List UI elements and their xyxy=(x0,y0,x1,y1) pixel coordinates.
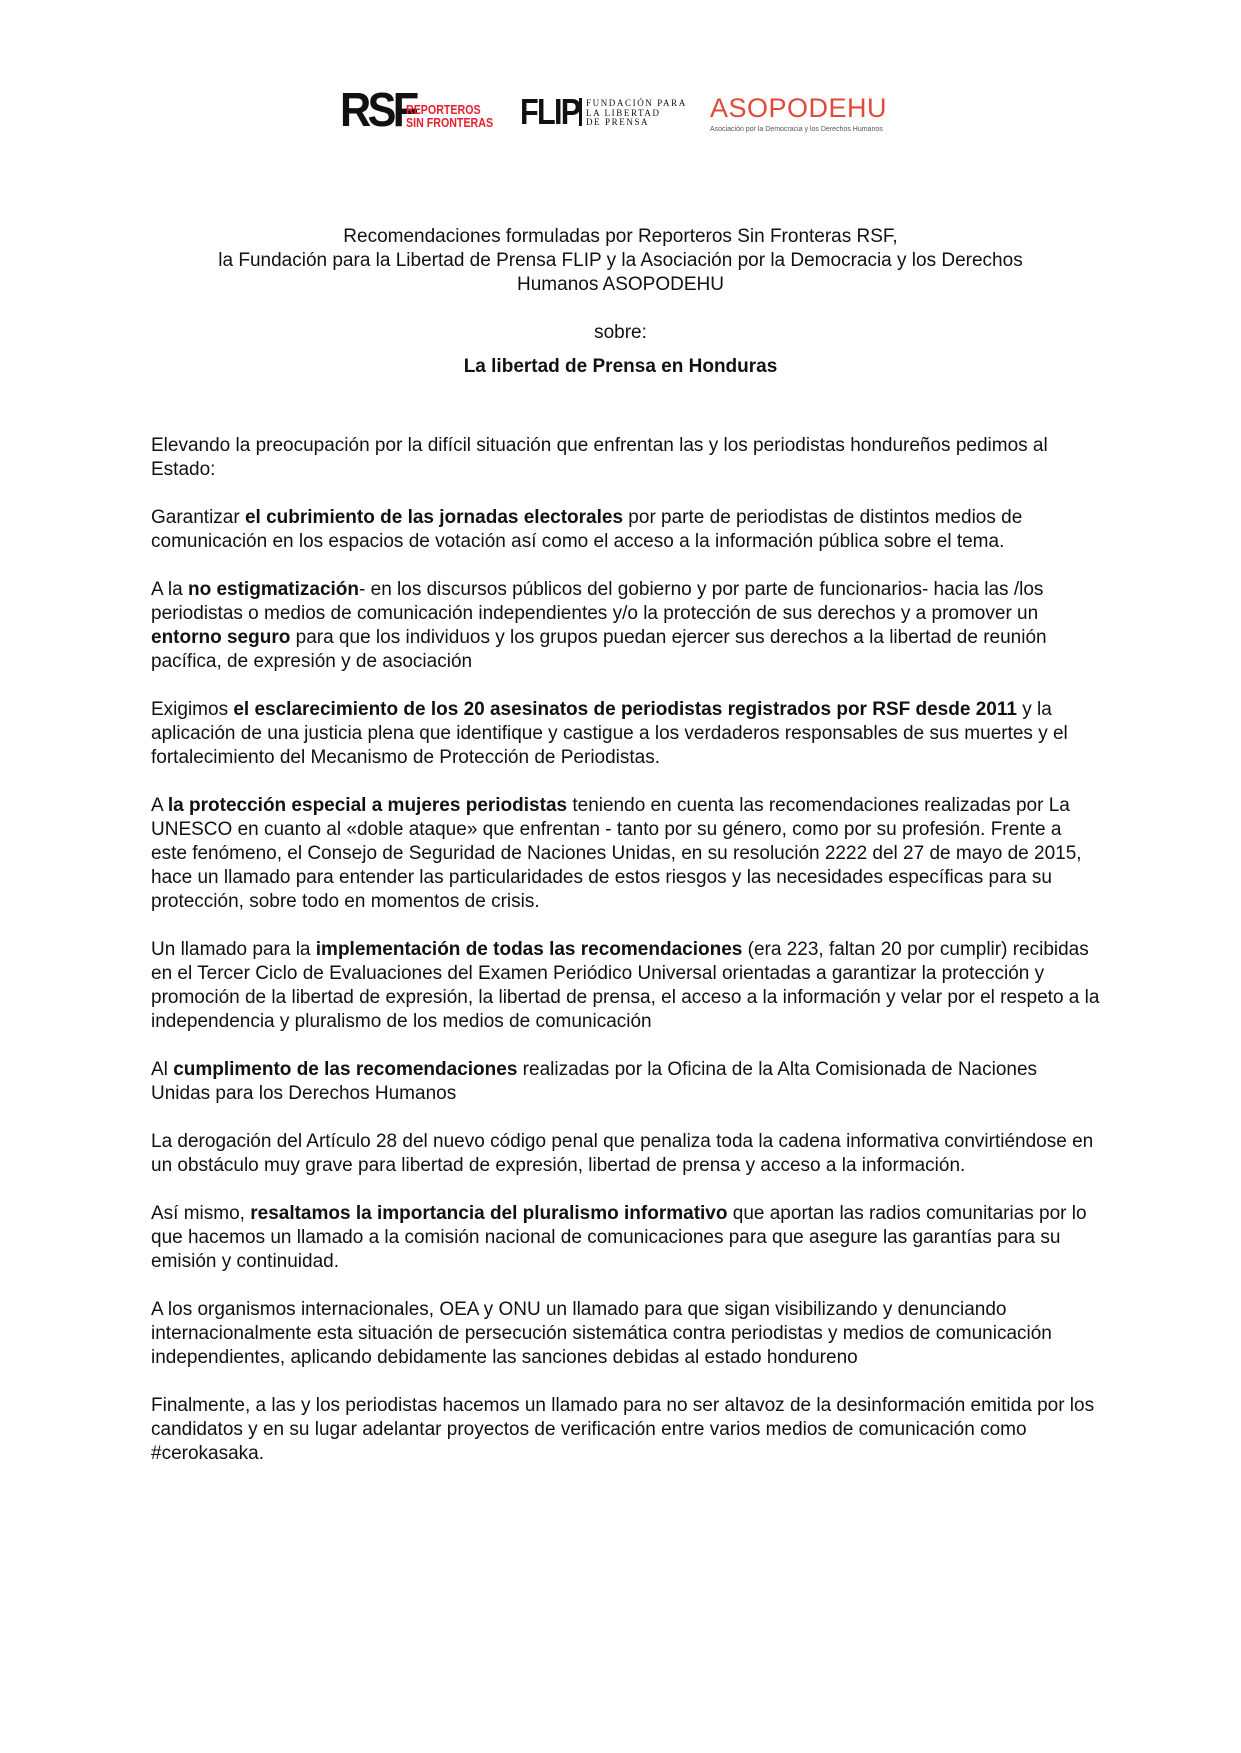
heading-line: la Fundación para la Libertad de Prensa FLIP y la Asociación por la Democracia y los Derechos xyxy=(218,250,1023,271)
emphasis-text: implementación de todas las recomendaciones xyxy=(315,939,743,960)
heading-line: Humanos ASOPODEHU xyxy=(517,274,724,295)
paragraph-text: A la xyxy=(151,579,188,600)
paragraph-text: para que los individuos y los grupos puedan ejercer sus derechos a la libertad de reunión pacífica, de expresión y de asociación xyxy=(151,627,1047,672)
document-heading xyxy=(150,225,1091,379)
flip-logo-mark: FLIP xyxy=(520,91,580,132)
paragraph-text: Exigimos xyxy=(151,699,234,720)
body-paragraph xyxy=(151,434,1101,482)
paragraph-text: - en los discursos públicos del gobierno y por parte de funcionarios- hacia las /los periodistas o medios de comunicación independientes y/o la protección de sus derechos y a promover un xyxy=(151,579,1044,624)
paragraph-text: Elevando la preocupación por la difícil situación que enfrentan las y los periodistas hondureños pedimos al Estado: xyxy=(151,435,1048,480)
body-paragraph xyxy=(151,938,1101,1034)
paragraph-text: Un llamado para la xyxy=(151,939,316,960)
paragraph-text: Al xyxy=(151,1059,174,1080)
document-title: La libertad de Prensa en Honduras xyxy=(463,356,778,377)
body-paragraph xyxy=(151,794,1101,914)
body-paragraph xyxy=(151,1130,1101,1178)
rsf-logo-text xyxy=(406,103,493,129)
body-paragraph xyxy=(151,506,1101,554)
rsf-logo-mark: RSF xyxy=(340,84,416,137)
paragraph-text: Garantizar xyxy=(151,507,245,528)
asopodehu-logo-tagline: Asociación por la Democracia y los Derechos Humanos xyxy=(710,126,883,133)
paragraph-text: A xyxy=(151,795,168,816)
emphasis-text: el cubrimiento de las jornadas electorales xyxy=(244,507,624,528)
flip-logo-text xyxy=(586,99,687,128)
paragraph-text: y la aplicación de una justicia plena que identifique y castigue a los verdaderos responsables de sus muertes y el fortalecimiento del Mecanismo de Protección de Periodistas. xyxy=(151,699,1068,768)
paragraph-text: por parte de periodistas de distintos medios de comunicación en los espacios de votación así como el acceso a la información pública sobre el tema. xyxy=(151,507,1023,552)
document-body xyxy=(151,434,1101,1490)
paragraph-text: que aportan las radios comunitarias por lo que hacemos un llamado a la comisión nacional de comunicaciones para que asegure las garantías para su emisión y continuidad. xyxy=(151,1203,1087,1272)
logo-bar xyxy=(0,78,1241,158)
paragraph-text: (era 223, faltan 20 por cumplir) recibidas en el Tercer Ciclo de Evaluaciones del Examen Periódico Universal orientadas a garantizar la protección y promoción de la libertad de expresión, la libertad de prensa, el acceso a la información y velar por el respeto a la independencia y pluralismo de los medios de comunicación xyxy=(151,939,1100,1032)
flip-logo-line1: FUNDACIÓN PARA xyxy=(586,98,687,108)
heading-sobre: sobre: xyxy=(594,322,647,343)
body-paragraph xyxy=(151,698,1101,770)
emphasis-text: la protección especial a mujeres periodistas xyxy=(167,795,568,816)
body-paragraph xyxy=(151,1058,1101,1106)
paragraph-text: A los organismos internacionales, OEA y ONU un llamado para que sigan visibilizando y denunciando internacionalmente esta situación de persecución sistemática contra periodistas y medios de comunicación independientes, aplicando debidamente las sanciones debidas al estado hondureno xyxy=(151,1299,1052,1368)
emphasis-text: el esclarecimiento de los 20 asesinatos de periodistas registrados por RSF desde 2011 xyxy=(233,699,1017,720)
flip-logo-line3: DE PRENSA xyxy=(586,117,650,127)
body-paragraph xyxy=(151,1202,1101,1274)
flip-logo-line2: LA LIBERTAD xyxy=(586,107,661,118)
emphasis-text: no estigmatización xyxy=(187,579,360,600)
body-paragraph xyxy=(151,1394,1101,1466)
emphasis-text: cumplimento de las recomendaciones xyxy=(173,1059,518,1080)
emphasis-text: resaltamos la importancia del pluralismo informativo xyxy=(250,1203,728,1224)
asopodehu-logo-mark: ASOPODEHU xyxy=(710,93,888,123)
paragraph-text: Así mismo, xyxy=(151,1203,251,1224)
paragraph-text: teniendo en cuenta las recomendaciones realizadas por La UNESCO en cuanto al «doble ataque» que enfrentan - tanto por su género, como por su profesión. Frente a este fenómeno, el Consejo de Seguridad de Naciones Unidas, en su resolución 2222 del 27 de mayo de 2015, hace un llamado para entender las particularidades de estos riesgos y las necesidades específicas para su protección, sobre todo en momentos de crisis. xyxy=(151,795,1082,912)
heading-line: Recomendaciones formuladas por Reporteros Sin Fronteras RSF, xyxy=(343,226,898,247)
emphasis-text: entorno seguro xyxy=(151,627,291,648)
paragraph-text: La derogación del Artículo 28 del nuevo código penal que penaliza toda la cadena informativa convirtiéndose en un obstáculo muy grave para libertad de expresión, libertad de prensa y acceso a la información. xyxy=(151,1131,1094,1176)
paragraph-text: realizadas por la Oficina de la Alta Comisionada de Naciones Unidas para los Derechos Humanos xyxy=(151,1059,1038,1104)
paragraph-text: Finalmente, a las y los periodistas hacemos un llamado para no ser altavoz de la desinformación emitida por los candidatos y en su lugar adelantar proyectos de verificación entre varios medios de comunicación como #cerokasaka. xyxy=(151,1395,1095,1464)
body-paragraph xyxy=(151,578,1101,674)
body-paragraph xyxy=(151,1298,1101,1370)
rsf-logo-line2: SIN FRONTERAS xyxy=(406,115,494,130)
rsf-logo-line1: REPORTEROS xyxy=(406,102,481,117)
flip-logo-divider xyxy=(579,98,582,126)
